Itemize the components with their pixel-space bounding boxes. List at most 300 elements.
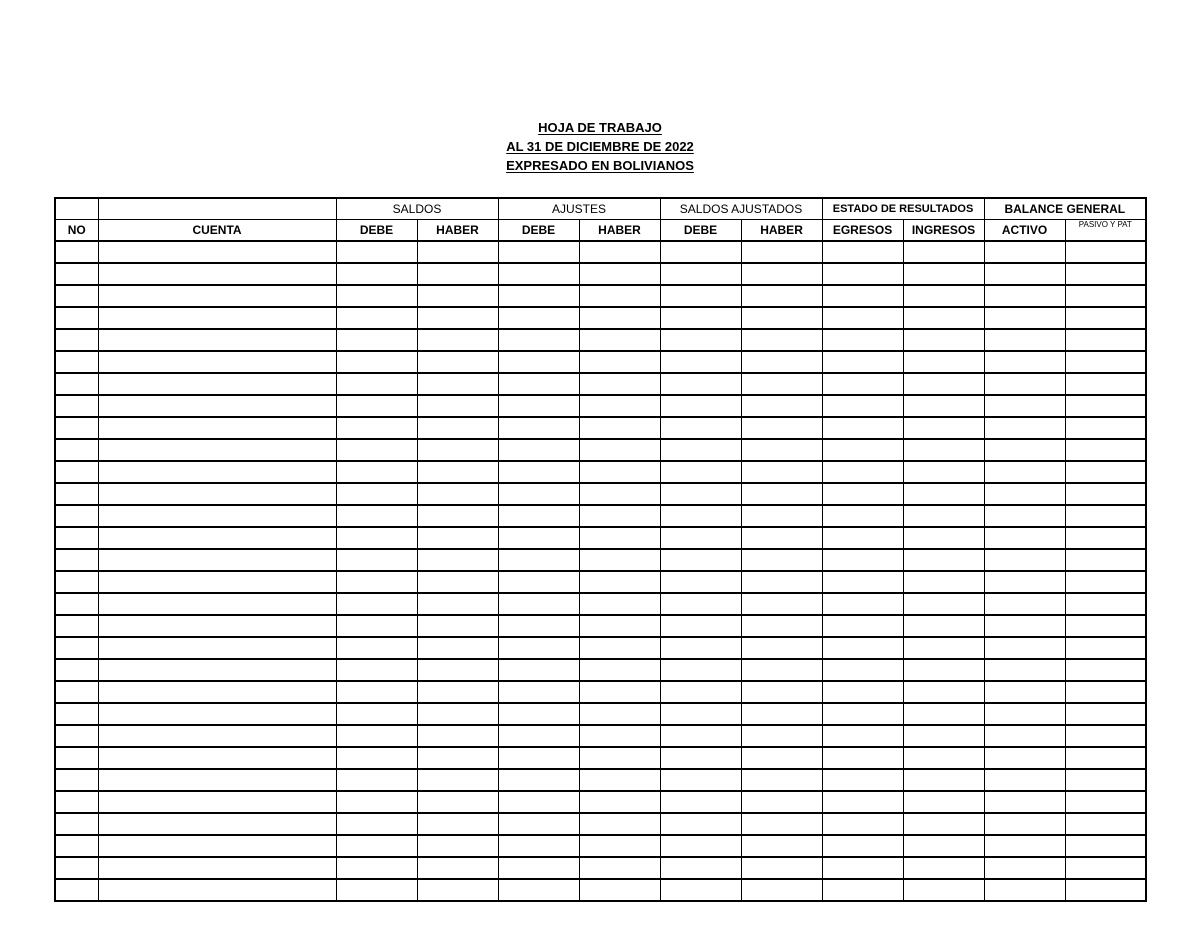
table-cell[interactable] bbox=[1065, 769, 1146, 791]
table-cell[interactable] bbox=[98, 593, 336, 615]
table-cell[interactable] bbox=[336, 263, 417, 285]
table-cell[interactable] bbox=[660, 813, 741, 835]
table-cell[interactable] bbox=[984, 791, 1065, 813]
table-cell[interactable] bbox=[1065, 615, 1146, 637]
table-cell[interactable] bbox=[336, 747, 417, 769]
table-cell[interactable] bbox=[417, 813, 498, 835]
table-cell[interactable] bbox=[55, 263, 98, 285]
table-cell[interactable] bbox=[741, 593, 822, 615]
table-cell[interactable] bbox=[55, 571, 98, 593]
table-cell[interactable] bbox=[660, 483, 741, 505]
table-cell[interactable] bbox=[1065, 505, 1146, 527]
table-cell[interactable] bbox=[417, 505, 498, 527]
table-cell[interactable] bbox=[660, 329, 741, 351]
table-cell[interactable] bbox=[1065, 483, 1146, 505]
table-cell[interactable] bbox=[741, 351, 822, 373]
table-cell[interactable] bbox=[984, 439, 1065, 461]
table-cell[interactable] bbox=[417, 747, 498, 769]
table-cell[interactable] bbox=[741, 659, 822, 681]
table-cell[interactable] bbox=[984, 681, 1065, 703]
table-cell[interactable] bbox=[579, 879, 660, 901]
table-cell[interactable] bbox=[903, 791, 984, 813]
table-cell[interactable] bbox=[1065, 637, 1146, 659]
table-cell[interactable] bbox=[55, 549, 98, 571]
table-cell[interactable] bbox=[822, 307, 903, 329]
table-cell[interactable] bbox=[417, 307, 498, 329]
table-cell[interactable] bbox=[903, 615, 984, 637]
table-cell[interactable] bbox=[55, 813, 98, 835]
table-cell[interactable] bbox=[98, 307, 336, 329]
table-cell[interactable] bbox=[822, 351, 903, 373]
table-cell[interactable] bbox=[55, 329, 98, 351]
table-cell[interactable] bbox=[417, 549, 498, 571]
table-cell[interactable] bbox=[336, 549, 417, 571]
table-cell[interactable] bbox=[1065, 813, 1146, 835]
table-cell[interactable] bbox=[336, 241, 417, 263]
table-cell[interactable] bbox=[498, 439, 579, 461]
table-cell[interactable] bbox=[98, 351, 336, 373]
table-cell[interactable] bbox=[1065, 241, 1146, 263]
table-cell[interactable] bbox=[98, 571, 336, 593]
table-cell[interactable] bbox=[660, 373, 741, 395]
table-cell[interactable] bbox=[660, 395, 741, 417]
table-cell[interactable] bbox=[984, 571, 1065, 593]
table-cell[interactable] bbox=[1065, 307, 1146, 329]
table-cell[interactable] bbox=[1065, 725, 1146, 747]
table-cell[interactable] bbox=[741, 571, 822, 593]
table-cell[interactable] bbox=[336, 879, 417, 901]
table-cell[interactable] bbox=[660, 527, 741, 549]
table-cell[interactable] bbox=[498, 681, 579, 703]
table-cell[interactable] bbox=[55, 373, 98, 395]
table-cell[interactable] bbox=[579, 835, 660, 857]
table-cell[interactable] bbox=[1065, 417, 1146, 439]
table-cell[interactable] bbox=[417, 483, 498, 505]
table-cell[interactable] bbox=[55, 725, 98, 747]
table-cell[interactable] bbox=[741, 549, 822, 571]
table-cell[interactable] bbox=[741, 395, 822, 417]
table-cell[interactable] bbox=[579, 659, 660, 681]
table-cell[interactable] bbox=[660, 307, 741, 329]
table-cell[interactable] bbox=[741, 373, 822, 395]
table-cell[interactable] bbox=[822, 769, 903, 791]
table-cell[interactable] bbox=[336, 285, 417, 307]
table-cell[interactable] bbox=[660, 285, 741, 307]
table-cell[interactable] bbox=[1065, 747, 1146, 769]
table-cell[interactable] bbox=[660, 637, 741, 659]
table-cell[interactable] bbox=[822, 725, 903, 747]
table-cell[interactable] bbox=[660, 857, 741, 879]
table-cell[interactable] bbox=[579, 307, 660, 329]
table-cell[interactable] bbox=[98, 857, 336, 879]
table-cell[interactable] bbox=[579, 483, 660, 505]
table-cell[interactable] bbox=[498, 329, 579, 351]
table-cell[interactable] bbox=[498, 549, 579, 571]
table-cell[interactable] bbox=[579, 505, 660, 527]
table-cell[interactable] bbox=[98, 527, 336, 549]
table-cell[interactable] bbox=[741, 637, 822, 659]
table-cell[interactable] bbox=[336, 439, 417, 461]
table-cell[interactable] bbox=[55, 769, 98, 791]
table-cell[interactable] bbox=[498, 571, 579, 593]
table-cell[interactable] bbox=[822, 879, 903, 901]
table-cell[interactable] bbox=[822, 747, 903, 769]
table-cell[interactable] bbox=[498, 527, 579, 549]
table-cell[interactable] bbox=[903, 747, 984, 769]
table-cell[interactable] bbox=[903, 835, 984, 857]
table-cell[interactable] bbox=[1065, 593, 1146, 615]
table-cell[interactable] bbox=[741, 879, 822, 901]
table-cell[interactable] bbox=[579, 725, 660, 747]
table-cell[interactable] bbox=[55, 879, 98, 901]
table-cell[interactable] bbox=[903, 703, 984, 725]
table-cell[interactable] bbox=[741, 835, 822, 857]
table-cell[interactable] bbox=[98, 725, 336, 747]
table-cell[interactable] bbox=[579, 527, 660, 549]
table-cell[interactable] bbox=[336, 571, 417, 593]
table-cell[interactable] bbox=[55, 857, 98, 879]
table-cell[interactable] bbox=[660, 241, 741, 263]
table-cell[interactable] bbox=[98, 505, 336, 527]
table-cell[interactable] bbox=[822, 857, 903, 879]
table-cell[interactable] bbox=[579, 681, 660, 703]
table-cell[interactable] bbox=[498, 747, 579, 769]
table-cell[interactable] bbox=[660, 351, 741, 373]
table-cell[interactable] bbox=[498, 615, 579, 637]
table-cell[interactable] bbox=[336, 483, 417, 505]
table-cell[interactable] bbox=[498, 483, 579, 505]
table-cell[interactable] bbox=[336, 395, 417, 417]
table-cell[interactable] bbox=[822, 373, 903, 395]
table-cell[interactable] bbox=[98, 659, 336, 681]
table-cell[interactable] bbox=[741, 263, 822, 285]
table-cell[interactable] bbox=[417, 241, 498, 263]
table-cell[interactable] bbox=[417, 461, 498, 483]
table-cell[interactable] bbox=[660, 417, 741, 439]
table-cell[interactable] bbox=[1065, 373, 1146, 395]
table-cell[interactable] bbox=[903, 681, 984, 703]
table-cell[interactable] bbox=[417, 351, 498, 373]
table-cell[interactable] bbox=[903, 395, 984, 417]
table-cell[interactable] bbox=[98, 417, 336, 439]
table-cell[interactable] bbox=[741, 505, 822, 527]
table-cell[interactable] bbox=[822, 285, 903, 307]
table-cell[interactable] bbox=[1065, 681, 1146, 703]
table-cell[interactable] bbox=[903, 593, 984, 615]
table-cell[interactable] bbox=[741, 483, 822, 505]
table-cell[interactable] bbox=[822, 263, 903, 285]
table-cell[interactable] bbox=[903, 417, 984, 439]
table-cell[interactable] bbox=[822, 791, 903, 813]
table-cell[interactable] bbox=[903, 439, 984, 461]
table-cell[interactable] bbox=[498, 351, 579, 373]
table-cell[interactable] bbox=[98, 769, 336, 791]
table-cell[interactable] bbox=[498, 725, 579, 747]
table-cell[interactable] bbox=[336, 659, 417, 681]
table-cell[interactable] bbox=[903, 263, 984, 285]
table-cell[interactable] bbox=[579, 351, 660, 373]
table-cell[interactable] bbox=[660, 263, 741, 285]
table-cell[interactable] bbox=[579, 571, 660, 593]
table-cell[interactable] bbox=[498, 835, 579, 857]
table-cell[interactable] bbox=[984, 461, 1065, 483]
table-cell[interactable] bbox=[1065, 285, 1146, 307]
table-cell[interactable] bbox=[417, 857, 498, 879]
table-cell[interactable] bbox=[822, 417, 903, 439]
table-cell[interactable] bbox=[984, 241, 1065, 263]
table-cell[interactable] bbox=[498, 395, 579, 417]
table-cell[interactable] bbox=[336, 417, 417, 439]
table-cell[interactable] bbox=[498, 857, 579, 879]
table-cell[interactable] bbox=[660, 791, 741, 813]
table-cell[interactable] bbox=[984, 879, 1065, 901]
table-cell[interactable] bbox=[579, 329, 660, 351]
table-cell[interactable] bbox=[498, 373, 579, 395]
table-cell[interactable] bbox=[903, 373, 984, 395]
table-cell[interactable] bbox=[984, 747, 1065, 769]
table-cell[interactable] bbox=[1065, 329, 1146, 351]
table-cell[interactable] bbox=[984, 483, 1065, 505]
table-cell[interactable] bbox=[660, 549, 741, 571]
table-cell[interactable] bbox=[822, 483, 903, 505]
table-cell[interactable] bbox=[579, 285, 660, 307]
table-cell[interactable] bbox=[98, 373, 336, 395]
table-cell[interactable] bbox=[822, 241, 903, 263]
table-cell[interactable] bbox=[417, 615, 498, 637]
table-cell[interactable] bbox=[336, 329, 417, 351]
table-cell[interactable] bbox=[903, 329, 984, 351]
table-cell[interactable] bbox=[741, 285, 822, 307]
table-cell[interactable] bbox=[98, 549, 336, 571]
table-cell[interactable] bbox=[498, 241, 579, 263]
table-cell[interactable] bbox=[741, 527, 822, 549]
table-cell[interactable] bbox=[741, 329, 822, 351]
table-cell[interactable] bbox=[336, 791, 417, 813]
table-cell[interactable] bbox=[741, 791, 822, 813]
table-cell[interactable] bbox=[98, 285, 336, 307]
table-cell[interactable] bbox=[660, 703, 741, 725]
table-cell[interactable] bbox=[903, 725, 984, 747]
table-cell[interactable] bbox=[417, 703, 498, 725]
table-cell[interactable] bbox=[984, 395, 1065, 417]
table-cell[interactable] bbox=[498, 659, 579, 681]
table-cell[interactable] bbox=[336, 703, 417, 725]
table-cell[interactable] bbox=[417, 417, 498, 439]
table-cell[interactable] bbox=[1065, 791, 1146, 813]
table-cell[interactable] bbox=[98, 483, 336, 505]
table-cell[interactable] bbox=[579, 549, 660, 571]
table-cell[interactable] bbox=[822, 527, 903, 549]
table-cell[interactable] bbox=[498, 263, 579, 285]
table-cell[interactable] bbox=[336, 307, 417, 329]
table-cell[interactable] bbox=[498, 593, 579, 615]
table-cell[interactable] bbox=[984, 527, 1065, 549]
table-cell[interactable] bbox=[417, 263, 498, 285]
table-cell[interactable] bbox=[984, 813, 1065, 835]
table-cell[interactable] bbox=[741, 747, 822, 769]
table-cell[interactable] bbox=[55, 791, 98, 813]
table-cell[interactable] bbox=[822, 571, 903, 593]
table-cell[interactable] bbox=[579, 395, 660, 417]
table-cell[interactable] bbox=[498, 769, 579, 791]
table-cell[interactable] bbox=[55, 395, 98, 417]
table-cell[interactable] bbox=[1065, 571, 1146, 593]
table-cell[interactable] bbox=[741, 857, 822, 879]
table-cell[interactable] bbox=[55, 615, 98, 637]
table-cell[interactable] bbox=[903, 659, 984, 681]
table-cell[interactable] bbox=[822, 505, 903, 527]
table-cell[interactable] bbox=[741, 703, 822, 725]
table-cell[interactable] bbox=[1065, 549, 1146, 571]
table-cell[interactable] bbox=[98, 703, 336, 725]
table-cell[interactable] bbox=[498, 791, 579, 813]
table-cell[interactable] bbox=[903, 351, 984, 373]
table-cell[interactable] bbox=[903, 549, 984, 571]
table-cell[interactable] bbox=[55, 307, 98, 329]
table-cell[interactable] bbox=[579, 373, 660, 395]
table-cell[interactable] bbox=[822, 439, 903, 461]
table-cell[interactable] bbox=[660, 835, 741, 857]
table-cell[interactable] bbox=[336, 857, 417, 879]
table-cell[interactable] bbox=[984, 549, 1065, 571]
table-cell[interactable] bbox=[903, 505, 984, 527]
table-cell[interactable] bbox=[498, 637, 579, 659]
table-cell[interactable] bbox=[417, 879, 498, 901]
table-cell[interactable] bbox=[984, 307, 1065, 329]
table-cell[interactable] bbox=[660, 681, 741, 703]
table-cell[interactable] bbox=[98, 637, 336, 659]
table-cell[interactable] bbox=[660, 593, 741, 615]
table-cell[interactable] bbox=[336, 527, 417, 549]
table-cell[interactable] bbox=[660, 879, 741, 901]
table-cell[interactable] bbox=[741, 417, 822, 439]
table-cell[interactable] bbox=[1065, 395, 1146, 417]
table-cell[interactable] bbox=[903, 813, 984, 835]
table-cell[interactable] bbox=[98, 879, 336, 901]
table-cell[interactable] bbox=[55, 637, 98, 659]
table-cell[interactable] bbox=[579, 747, 660, 769]
table-cell[interactable] bbox=[55, 659, 98, 681]
table-cell[interactable] bbox=[984, 373, 1065, 395]
table-cell[interactable] bbox=[822, 637, 903, 659]
table-cell[interactable] bbox=[1065, 461, 1146, 483]
table-cell[interactable] bbox=[336, 813, 417, 835]
table-cell[interactable] bbox=[498, 703, 579, 725]
table-cell[interactable] bbox=[336, 505, 417, 527]
table-cell[interactable] bbox=[336, 615, 417, 637]
table-cell[interactable] bbox=[98, 747, 336, 769]
table-cell[interactable] bbox=[741, 725, 822, 747]
table-cell[interactable] bbox=[55, 681, 98, 703]
table-cell[interactable] bbox=[98, 329, 336, 351]
table-cell[interactable] bbox=[984, 659, 1065, 681]
table-cell[interactable] bbox=[498, 307, 579, 329]
table-cell[interactable] bbox=[417, 791, 498, 813]
table-cell[interactable] bbox=[741, 813, 822, 835]
table-cell[interactable] bbox=[822, 329, 903, 351]
table-cell[interactable] bbox=[741, 439, 822, 461]
table-cell[interactable] bbox=[903, 285, 984, 307]
table-cell[interactable] bbox=[1065, 263, 1146, 285]
table-cell[interactable] bbox=[579, 461, 660, 483]
table-cell[interactable] bbox=[903, 461, 984, 483]
table-cell[interactable] bbox=[498, 461, 579, 483]
table-cell[interactable] bbox=[660, 615, 741, 637]
table-cell[interactable] bbox=[984, 329, 1065, 351]
table-cell[interactable] bbox=[55, 703, 98, 725]
table-cell[interactable] bbox=[984, 615, 1065, 637]
table-cell[interactable] bbox=[822, 681, 903, 703]
table-cell[interactable] bbox=[98, 439, 336, 461]
table-cell[interactable] bbox=[417, 593, 498, 615]
table-cell[interactable] bbox=[741, 241, 822, 263]
table-cell[interactable] bbox=[660, 659, 741, 681]
table-cell[interactable] bbox=[55, 351, 98, 373]
table-cell[interactable] bbox=[579, 593, 660, 615]
table-cell[interactable] bbox=[336, 681, 417, 703]
table-cell[interactable] bbox=[660, 571, 741, 593]
table-cell[interactable] bbox=[498, 813, 579, 835]
table-cell[interactable] bbox=[1065, 703, 1146, 725]
table-cell[interactable] bbox=[1065, 857, 1146, 879]
table-cell[interactable] bbox=[498, 505, 579, 527]
table-cell[interactable] bbox=[98, 835, 336, 857]
table-cell[interactable] bbox=[1065, 439, 1146, 461]
table-cell[interactable] bbox=[417, 395, 498, 417]
table-cell[interactable] bbox=[984, 769, 1065, 791]
table-cell[interactable] bbox=[55, 835, 98, 857]
table-cell[interactable] bbox=[579, 791, 660, 813]
table-cell[interactable] bbox=[984, 725, 1065, 747]
table-cell[interactable] bbox=[417, 637, 498, 659]
table-cell[interactable] bbox=[984, 285, 1065, 307]
table-cell[interactable] bbox=[903, 241, 984, 263]
table-cell[interactable] bbox=[98, 263, 336, 285]
table-cell[interactable] bbox=[822, 461, 903, 483]
table-cell[interactable] bbox=[984, 835, 1065, 857]
table-cell[interactable] bbox=[903, 527, 984, 549]
table-cell[interactable] bbox=[1065, 879, 1146, 901]
table-cell[interactable] bbox=[1065, 527, 1146, 549]
table-cell[interactable] bbox=[741, 615, 822, 637]
table-cell[interactable] bbox=[579, 241, 660, 263]
table-cell[interactable] bbox=[417, 571, 498, 593]
table-cell[interactable] bbox=[984, 857, 1065, 879]
table-cell[interactable] bbox=[55, 241, 98, 263]
table-cell[interactable] bbox=[984, 505, 1065, 527]
table-cell[interactable] bbox=[417, 725, 498, 747]
table-cell[interactable] bbox=[822, 659, 903, 681]
table-cell[interactable] bbox=[1065, 351, 1146, 373]
table-cell[interactable] bbox=[55, 439, 98, 461]
table-cell[interactable] bbox=[336, 373, 417, 395]
table-cell[interactable] bbox=[579, 615, 660, 637]
table-cell[interactable] bbox=[903, 571, 984, 593]
table-cell[interactable] bbox=[55, 285, 98, 307]
table-cell[interactable] bbox=[660, 461, 741, 483]
table-cell[interactable] bbox=[579, 439, 660, 461]
table-cell[interactable] bbox=[498, 417, 579, 439]
table-cell[interactable] bbox=[55, 593, 98, 615]
table-cell[interactable] bbox=[98, 395, 336, 417]
table-cell[interactable] bbox=[336, 461, 417, 483]
table-cell[interactable] bbox=[822, 813, 903, 835]
table-cell[interactable] bbox=[579, 703, 660, 725]
table-cell[interactable] bbox=[984, 417, 1065, 439]
table-cell[interactable] bbox=[336, 725, 417, 747]
table-cell[interactable] bbox=[55, 505, 98, 527]
table-cell[interactable] bbox=[822, 593, 903, 615]
